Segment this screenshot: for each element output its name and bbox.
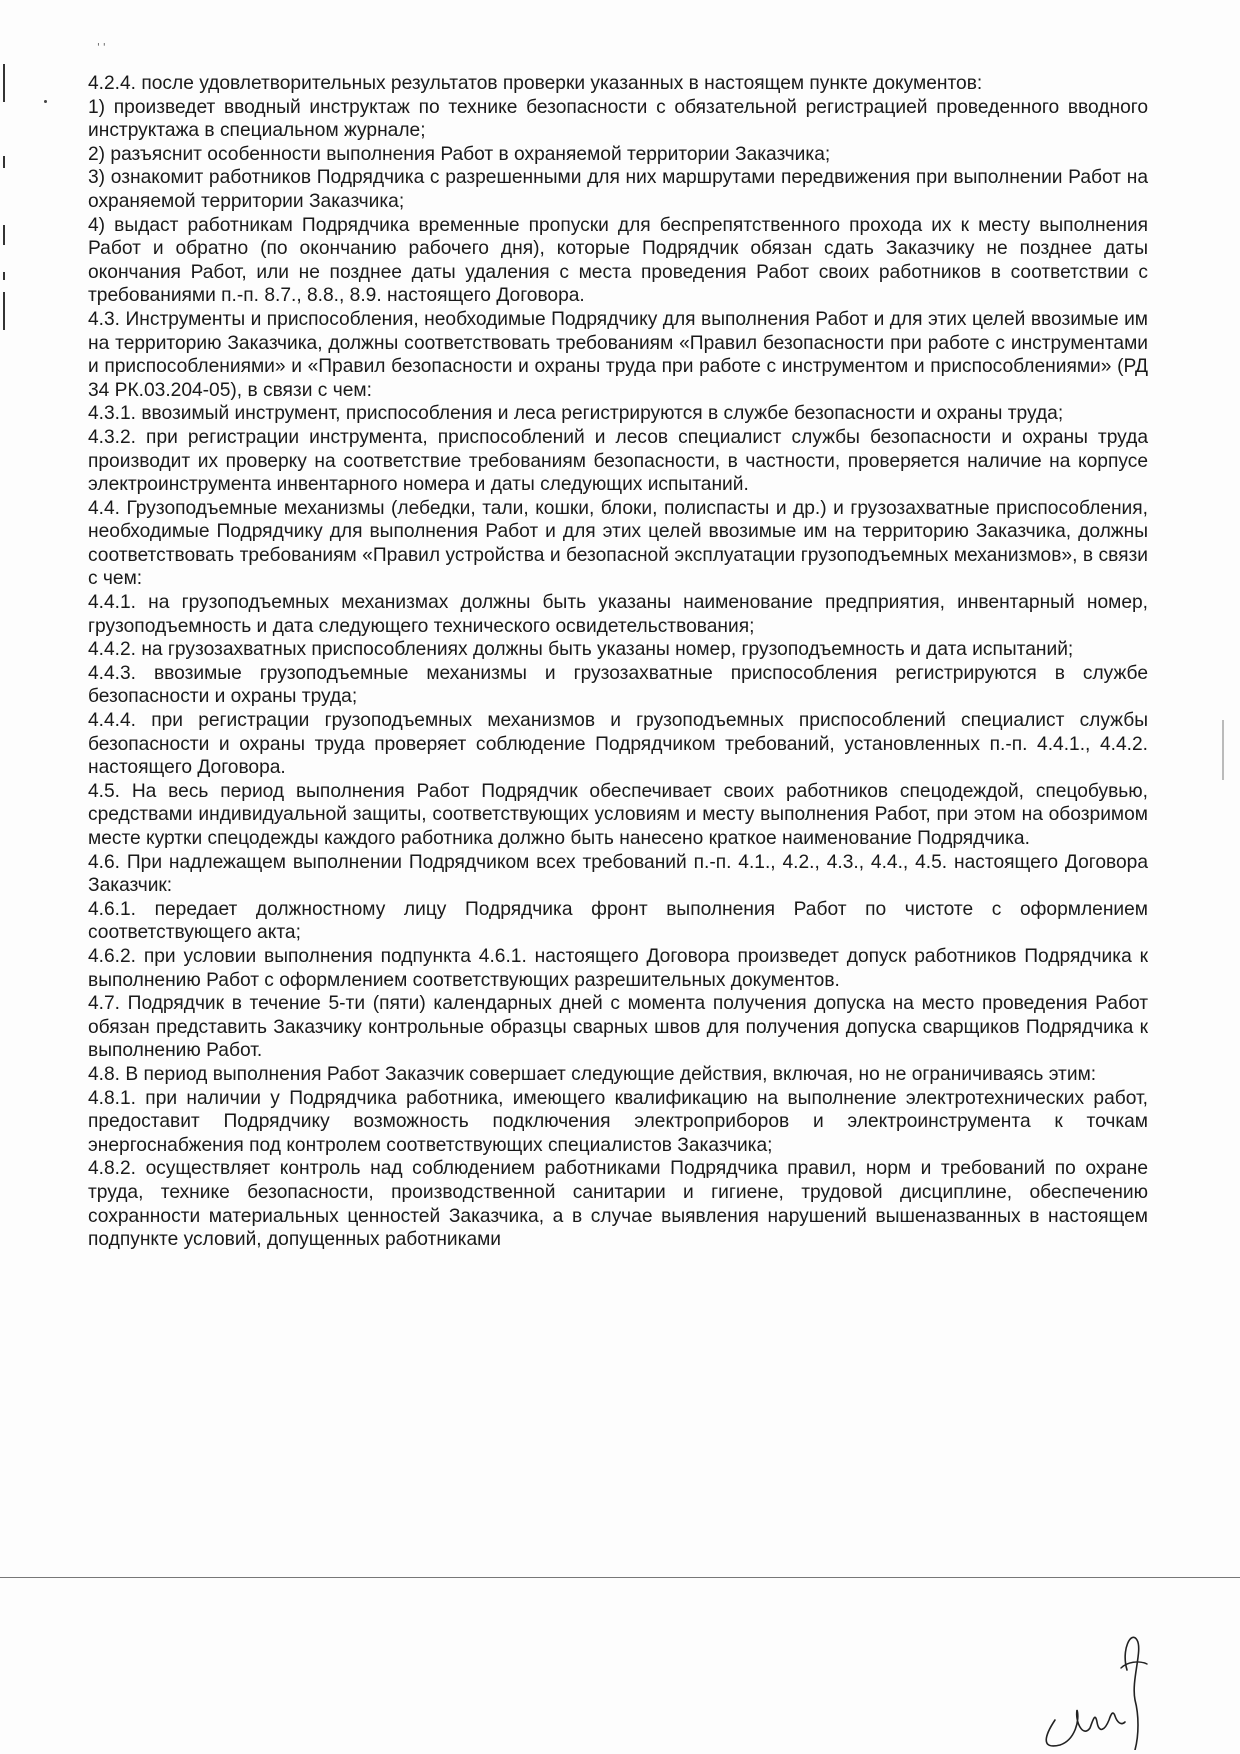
paragraph-4-4-2: 4.4.2. на грузозахватных приспособлениях должны быть указаны номер, грузоподъемность и дата испытаний; [88, 639, 1074, 661]
paragraph-item-3: 3) ознакомит работников Подрядчика с разрешенными для них маршрутами передвижения при выполнении Работ на охраняемой территории Заказчика; [88, 167, 1148, 212]
paragraph-4-8-2: 4.8.2. осуществляет контроль над соблюдением работниками Подрядчика правил, норм и требований по охране труда, технике безопасности, производственной санитарии и гигиене, трудовой дисциплине, обеспечению сохранности материальных ценностей Заказчика, а в случае выявления нарушений вышеназванных в настоящем подпункте условий, допущенных работниками [88, 1158, 1148, 1251]
corner-mark: ' ' [97, 42, 106, 53]
footer-rule [0, 1577, 1240, 1578]
binding-mark [3, 156, 5, 168]
paragraph-item-1: 1) произведет вводный инструктаж по технике безопасности с обязательной регистрацией проведенного вводного инструктажа в специальном журнале; [88, 96, 1148, 142]
paragraph-4-8: 4.8. В период выполнения Работ Заказчик совершает следующие действия, включая, но не ограничиваясь этим: [88, 1063, 1097, 1085]
paragraph-item-2: 2) разъяснит особенности выполнения Работ в охраняемой территории Заказчика; [88, 143, 831, 165]
paragraph-4-4-3: 4.4.3. ввозимые грузоподъемные механизмы и грузозахватные приспособления регистрируются в службе безопасности и охраны труда; [88, 662, 1148, 708]
scan-edge-mark [1222, 720, 1224, 780]
paragraph-4-4-4: 4.4.4. при регистрации грузоподъемных механизмов и грузоподъемных приспособлений специалист службы безопасности и охраны труда проверяет соблюдение Подрядчиком требований, установленных п.-п. 4.4.1., 4.4.2. настоящего Договора. [88, 710, 1148, 779]
paragraph-4-4-1: 4.4.1. на грузоподъемных механизмах должны быть указаны наименование предприятия, инвентарный номер, грузоподъемность и дата следующего технического освидетельствования; [88, 592, 1148, 637]
document-body [88, 72, 1148, 1252]
handwritten-signature [1035, 1610, 1155, 1750]
paragraph-item-4: 4) выдаст работникам Подрядчика временные пропуски для беспрепятственного прохода их к месту выполнения Работ и обратно (по окончанию рабочего дня), которые Подрядчик обязан сдать Заказчику не позднее даты окончания Работ, или не позднее даты удаления с места проведения Работ своих работников в соответствии с требованиями п.-п. 8.7., 8.8., 8.9. настоящего Договора. [88, 214, 1148, 307]
paragraph-4-2-4: 4.2.4. после удовлетворительных результатов проверки указанных в настоящем пункте документов: [88, 73, 983, 94]
binding-mark [3, 64, 5, 102]
binding-mark [3, 225, 5, 245]
paragraph-4-5: 4.5. На весь период выполнения Работ Подрядчик обеспечивает своих работников спецодеждой, спецобувью, средствами индивидуальной защиты, соответствующих условиям и месту выполнения Работ, при этом на обозримом месте куртки спецодежды каждого работника должно быть нанесено краткое наименование Подрядчика. [88, 780, 1148, 849]
paragraph-4-3-1: 4.3.1. ввозимый инструмент, приспособления и леса регистрируются в службе безопасности и охраны труда; [88, 403, 1064, 425]
paragraph-4-3-2: 4.3.2. при регистрации инструмента, приспособлений и лесов специалист службы безопасности и охраны труда производит их проверку на соответствие требованиям безопасности, в частности, проверяется наличие на корпусе электроинструмента инвентарного номера и даты следующих испытаний. [88, 426, 1148, 496]
paragraph-4-7: 4.7. Подрядчик в течение 5-ти (пяти) календарных дней с момента получения допуска на место проведения Работ обязан представить Заказчику контрольные образцы сварных швов для получения допуска сварщиков Подрядчика к выполнению Работ. [88, 993, 1148, 1062]
paragraph-4-4: 4.4. Грузоподъемные механизмы (лебедки, тали, кошки, блоки, полиспасты и др.) и грузозахватные приспособления, необходимые Подрядчику для выполнения Работ и для этих целей ввозимые им на территорию Заказчика, должны соответствовать требованиям «Правил устройства и безопасной эксплуатации грузоподъемных механизмов», в связи с чем: [88, 497, 1148, 590]
paragraph-4-3: 4.3. Инструменты и приспособления, необходимые Подрядчику для выполнения Работ и для этих целей ввозимые им на территорию Заказчика, должны соответствовать требованиям «Правил безопасности при работе с инструментами и приспособлениями» и «Правил безопасности и охраны труда при работе с инструментом и приспособлениями» (РД 34 РК.03.204-05), в связи с чем: [88, 308, 1148, 401]
paragraph-4-6-2: 4.6.2. при условии выполнения подпункта 4.6.1. настоящего Договора произведет допуск работников Подрядчика к выполнению Работ с оформлением соответствующих разрешительных документов. [88, 945, 1148, 991]
binding-mark [3, 292, 5, 330]
paragraph-4-6-1: 4.6.1. передает должностному лицу Подрядчика фронт выполнения Работ по чистоте с оформлением соответствующего акта; [88, 898, 1148, 944]
paragraph-4-6: 4.6. При надлежащем выполнении Подрядчиком всех требований п.-п. 4.1., 4.2., 4.3., 4.4., 4.5. настоящего Договора Заказчик: [88, 851, 1148, 897]
binding-marks [0, 60, 14, 360]
scan-dot [44, 100, 47, 103]
binding-mark [3, 272, 5, 280]
paragraph-4-8-1: 4.8.1. при наличии у Подрядчика работника, имеющего квалификацию на выполнение электротехнических работ, предоставит Подрядчику возможность подключения электроприборов и электроинструмента к точкам энергоснабжения под контролем соответствующих специалистов Заказчика; [88, 1087, 1148, 1156]
